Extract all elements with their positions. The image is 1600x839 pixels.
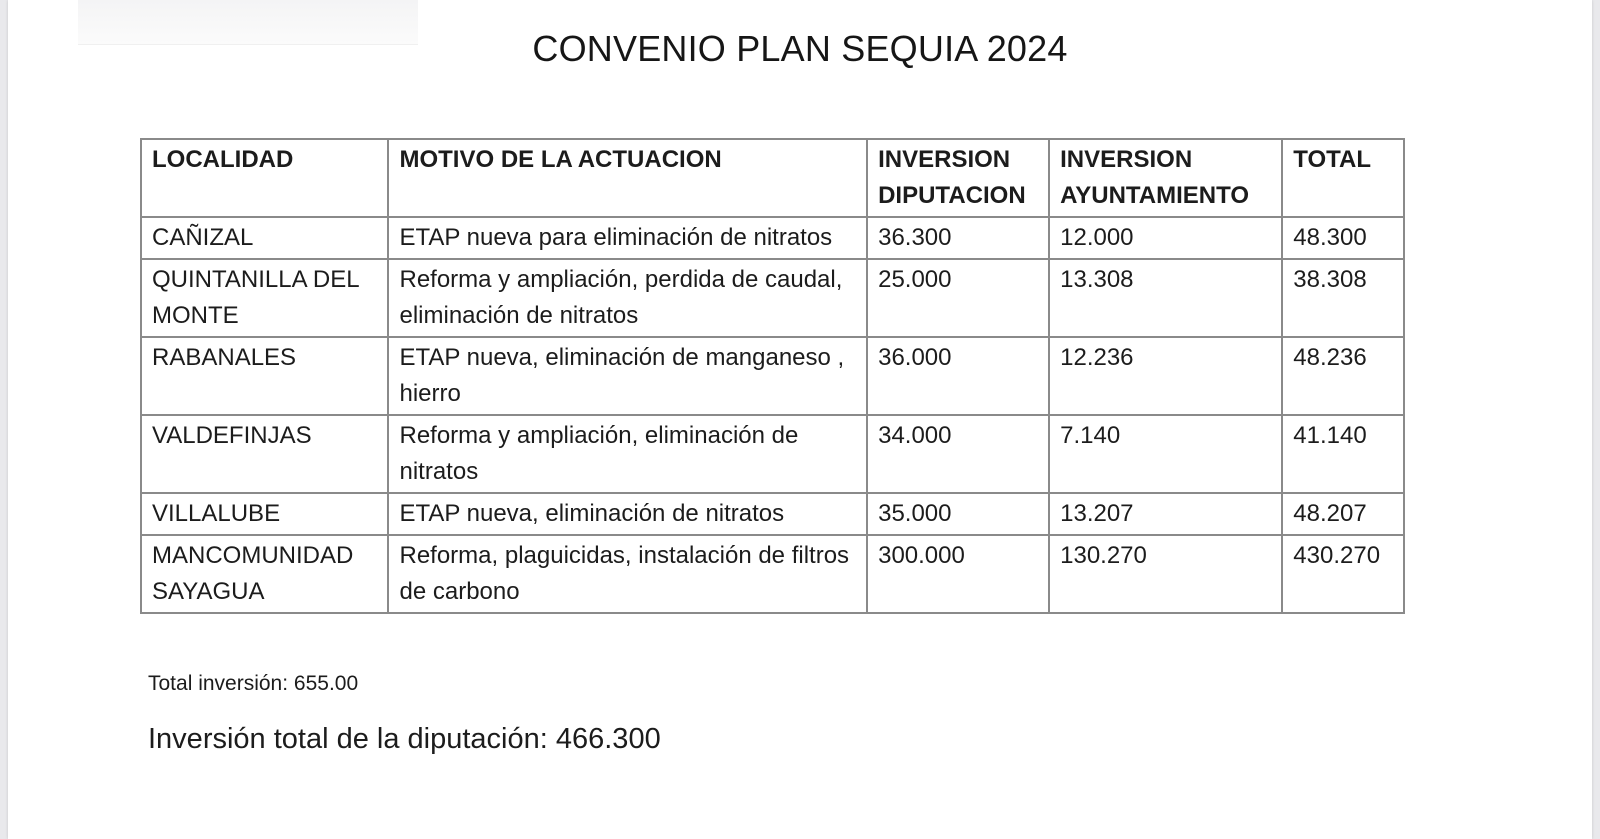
cell-localidad: QUINTANILLA DEL MONTE bbox=[141, 259, 388, 337]
cell-ayuntamiento: 7.140 bbox=[1049, 415, 1282, 493]
cell-diputacion: 25.000 bbox=[867, 259, 1049, 337]
header-total: TOTAL bbox=[1282, 139, 1404, 217]
cell-motivo: ETAP nueva para eliminación de nitratos bbox=[388, 217, 867, 259]
header-diputacion-line1: INVERSION bbox=[878, 146, 1011, 173]
cell-total: 48.300 bbox=[1282, 217, 1404, 259]
table-row bbox=[141, 493, 1404, 535]
cell-motivo: ETAP nueva, eliminación de manganeso , hierro bbox=[388, 337, 867, 415]
table-row bbox=[141, 259, 1404, 337]
cell-localidad: VILLALUBE bbox=[141, 493, 388, 535]
inversion-diputacion-text: Inversión total de la diputación: 466.300 bbox=[148, 723, 661, 755]
cell-motivo: ETAP nueva, eliminación de nitratos bbox=[388, 493, 867, 535]
table-row bbox=[141, 415, 1404, 493]
cell-total: 430.270 bbox=[1282, 535, 1404, 613]
cell-motivo: Reforma, plaguicidas, instalación de filtros de carbono bbox=[388, 535, 867, 613]
cell-motivo: Reforma y ampliación, eliminación de nitratos bbox=[388, 415, 867, 493]
document-page bbox=[8, 0, 1592, 839]
cell-localidad: RABANALES bbox=[141, 337, 388, 415]
header-inversion-diputacion bbox=[867, 139, 1049, 217]
table-header-row bbox=[141, 139, 1404, 217]
header-localidad: LOCALIDAD bbox=[141, 139, 388, 217]
table-row bbox=[141, 535, 1404, 613]
table-row bbox=[141, 337, 1404, 415]
cell-ayuntamiento: 13.308 bbox=[1049, 259, 1282, 337]
cell-total: 41.140 bbox=[1282, 415, 1404, 493]
header-diputacion-line2: DIPUTACION bbox=[878, 182, 1026, 209]
header-motivo: MOTIVO DE LA ACTUACION bbox=[388, 139, 867, 217]
cell-total: 48.236 bbox=[1282, 337, 1404, 415]
cell-diputacion: 300.000 bbox=[867, 535, 1049, 613]
header-ayuntamiento-line2: AYUNTAMIENTO bbox=[1060, 182, 1250, 209]
document-title: CONVENIO PLAN SEQUIA 2024 bbox=[532, 28, 1068, 69]
cell-ayuntamiento: 12.000 bbox=[1049, 217, 1282, 259]
cell-localidad: VALDEFINJAS bbox=[141, 415, 388, 493]
total-inversion-text: Total inversión: 655.00 bbox=[148, 672, 359, 695]
cell-total: 48.207 bbox=[1282, 493, 1404, 535]
cell-localidad: MANCOMUNIDAD SAYAGUA bbox=[141, 535, 388, 613]
table-row bbox=[141, 217, 1404, 259]
cell-motivo: Reforma y ampliación, perdida de caudal, eliminación de nitratos bbox=[388, 259, 867, 337]
cell-localidad: CAÑIZAL bbox=[141, 217, 388, 259]
header-inversion-ayuntamiento bbox=[1049, 139, 1282, 217]
cell-diputacion: 34.000 bbox=[867, 415, 1049, 493]
cell-ayuntamiento: 13.207 bbox=[1049, 493, 1282, 535]
cell-ayuntamiento: 130.270 bbox=[1049, 535, 1282, 613]
cell-diputacion: 36.000 bbox=[867, 337, 1049, 415]
cell-diputacion: 35.000 bbox=[867, 493, 1049, 535]
investment-table bbox=[140, 138, 1405, 614]
cell-diputacion: 36.300 bbox=[867, 217, 1049, 259]
header-ayuntamiento-line1: INVERSION bbox=[1060, 146, 1193, 173]
cell-ayuntamiento: 12.236 bbox=[1049, 337, 1282, 415]
cell-total: 38.308 bbox=[1282, 259, 1404, 337]
